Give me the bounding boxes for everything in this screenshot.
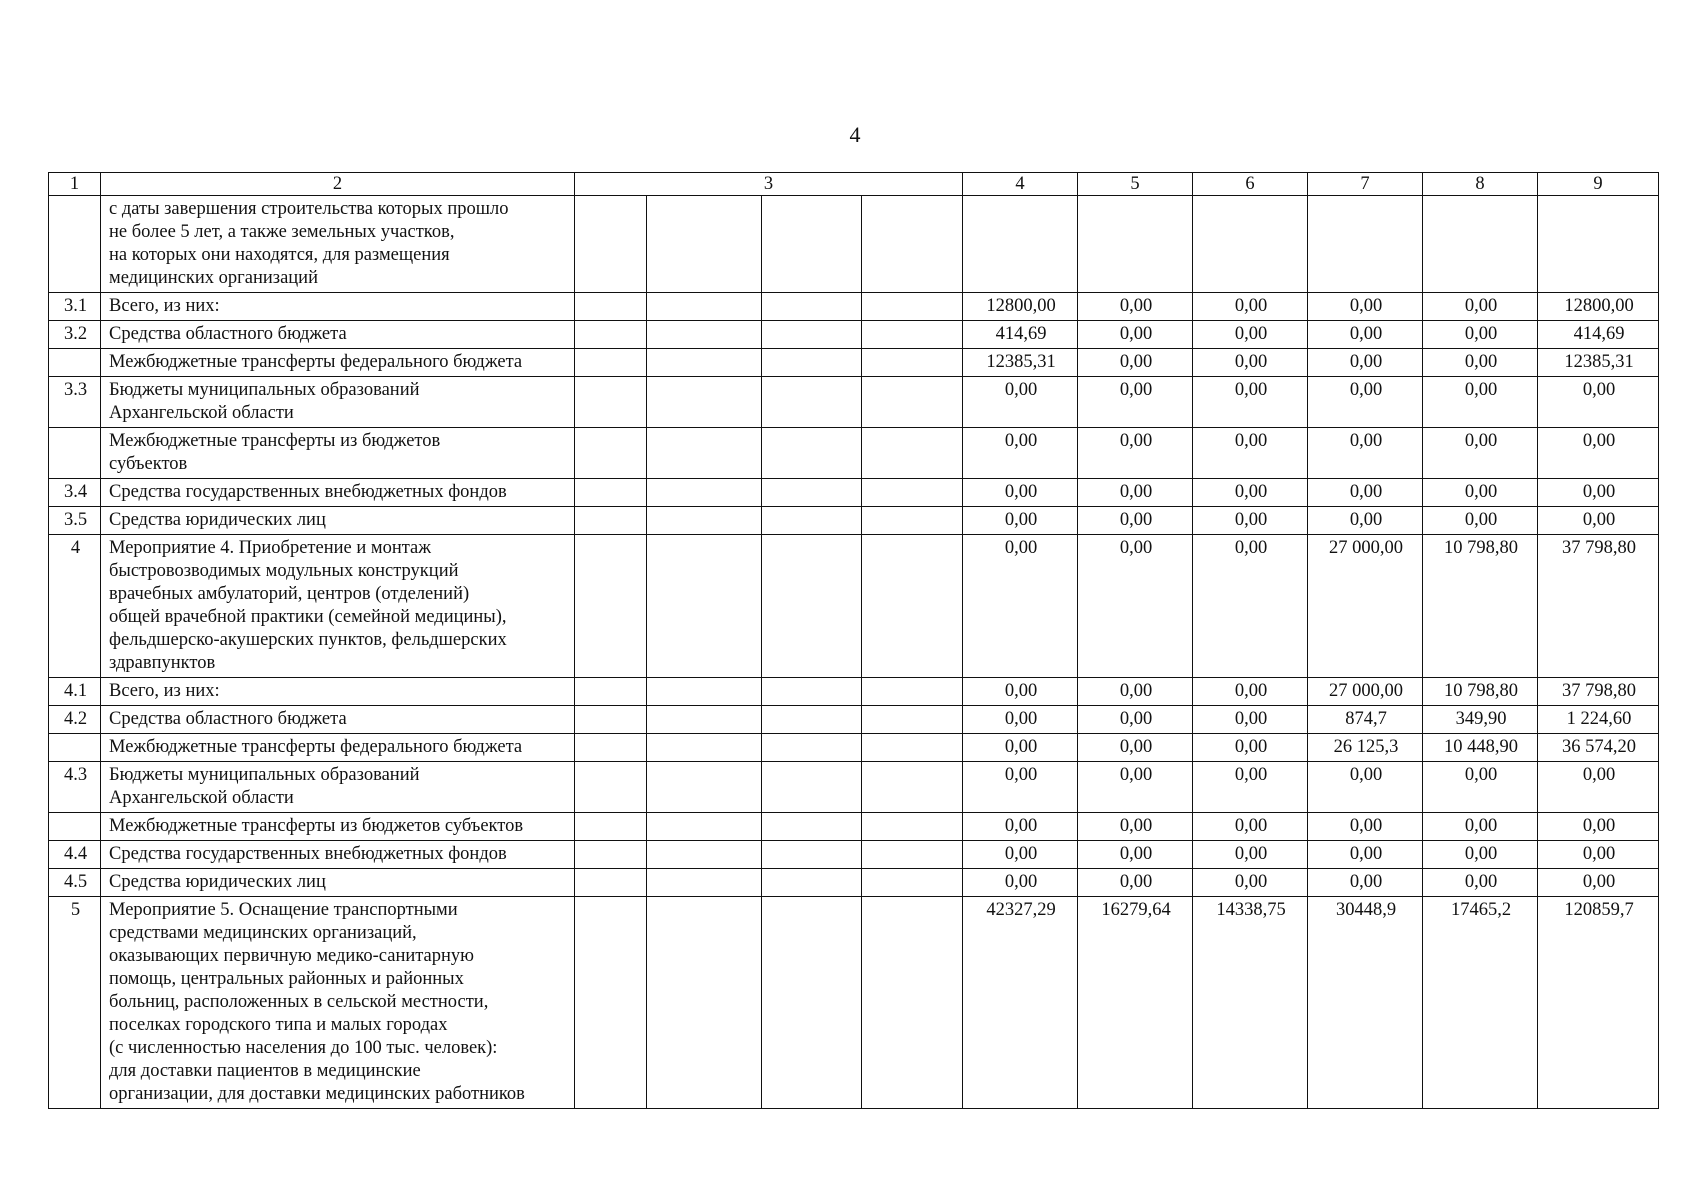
value-cell: 0,00 — [1193, 479, 1308, 507]
empty-cell — [762, 734, 862, 762]
empty-cell — [647, 869, 762, 897]
value-cell: 0,00 — [963, 734, 1078, 762]
row-number: 4.5 — [49, 869, 101, 897]
empty-cell — [647, 897, 762, 1109]
row-description: Всего, из них: — [101, 293, 575, 321]
value-cell: 0,00 — [1078, 841, 1193, 869]
value-cell: 0,00 — [1423, 507, 1538, 535]
value-cell: 0,00 — [1308, 321, 1423, 349]
column-header: 3 — [575, 173, 963, 196]
empty-cell — [862, 678, 963, 706]
empty-cell — [862, 507, 963, 535]
row-description: Межбюджетные трансферты федерального бюджета — [101, 734, 575, 762]
value-cell: 0,00 — [963, 428, 1078, 479]
value-cell: 0,00 — [1423, 479, 1538, 507]
empty-cell — [575, 428, 647, 479]
table-row — [49, 762, 1659, 813]
value-cell: 0,00 — [1423, 762, 1538, 813]
empty-cell — [862, 479, 963, 507]
empty-cell — [575, 869, 647, 897]
value-cell: 10 798,80 — [1423, 678, 1538, 706]
value-cell: 0,00 — [1538, 869, 1659, 897]
value-cell: 0,00 — [1538, 813, 1659, 841]
empty-cell — [575, 813, 647, 841]
value-cell: 42327,29 — [963, 897, 1078, 1109]
value-cell: 0,00 — [963, 762, 1078, 813]
empty-cell — [647, 479, 762, 507]
value-cell: 1 224,60 — [1538, 706, 1659, 734]
row-number — [49, 813, 101, 841]
value-cell: 37 798,80 — [1538, 535, 1659, 678]
empty-cell — [575, 321, 647, 349]
value-cell — [1078, 196, 1193, 293]
value-cell — [1423, 196, 1538, 293]
value-cell: 0,00 — [1193, 762, 1308, 813]
value-cell: 17465,2 — [1423, 897, 1538, 1109]
empty-cell — [575, 678, 647, 706]
empty-cell — [762, 293, 862, 321]
value-cell: 0,00 — [1423, 293, 1538, 321]
value-cell: 12385,31 — [1538, 349, 1659, 377]
column-header: 7 — [1308, 173, 1423, 196]
value-cell: 0,00 — [1308, 813, 1423, 841]
table-row — [49, 734, 1659, 762]
value-cell: 0,00 — [1308, 479, 1423, 507]
empty-cell — [862, 535, 963, 678]
empty-cell — [647, 428, 762, 479]
column-header: 9 — [1538, 173, 1659, 196]
value-cell: 16279,64 — [1078, 897, 1193, 1109]
empty-cell — [762, 706, 862, 734]
row-number: 3.3 — [49, 377, 101, 428]
value-cell: 0,00 — [1423, 841, 1538, 869]
value-cell — [963, 196, 1078, 293]
value-cell: 0,00 — [1193, 678, 1308, 706]
value-cell — [1193, 196, 1308, 293]
table-body — [49, 196, 1659, 1109]
value-cell — [1308, 196, 1423, 293]
value-cell: 0,00 — [1538, 507, 1659, 535]
column-header: 8 — [1423, 173, 1538, 196]
value-cell: 0,00 — [1193, 349, 1308, 377]
value-cell: 0,00 — [1078, 428, 1193, 479]
value-cell — [1538, 196, 1659, 293]
empty-cell — [647, 841, 762, 869]
empty-cell — [575, 897, 647, 1109]
row-number — [49, 196, 101, 293]
value-cell: 414,69 — [1538, 321, 1659, 349]
row-description: Бюджеты муниципальных образований Архангельской области — [101, 377, 575, 428]
empty-cell — [862, 897, 963, 1109]
value-cell: 0,00 — [1193, 813, 1308, 841]
row-description: Средства областного бюджета — [101, 321, 575, 349]
value-cell: 349,90 — [1423, 706, 1538, 734]
empty-cell — [647, 813, 762, 841]
empty-cell — [762, 869, 862, 897]
empty-cell — [647, 293, 762, 321]
value-cell: 0,00 — [963, 479, 1078, 507]
table-row — [49, 897, 1659, 1109]
empty-cell — [647, 321, 762, 349]
value-cell: 0,00 — [963, 706, 1078, 734]
table-row — [49, 479, 1659, 507]
column-header: 6 — [1193, 173, 1308, 196]
value-cell: 0,00 — [963, 535, 1078, 678]
value-cell: 0,00 — [1538, 479, 1659, 507]
value-cell: 0,00 — [1423, 321, 1538, 349]
empty-cell — [575, 535, 647, 678]
table-row — [49, 377, 1659, 428]
row-number: 4.4 — [49, 841, 101, 869]
value-cell: 0,00 — [1423, 813, 1538, 841]
value-cell: 37 798,80 — [1538, 678, 1659, 706]
row-number: 5 — [49, 897, 101, 1109]
table-row — [49, 535, 1659, 678]
value-cell: 0,00 — [963, 377, 1078, 428]
empty-cell — [862, 321, 963, 349]
empty-cell — [575, 762, 647, 813]
value-cell: 0,00 — [1193, 293, 1308, 321]
row-description: Средства областного бюджета — [101, 706, 575, 734]
table-row — [49, 869, 1659, 897]
value-cell: 0,00 — [1308, 507, 1423, 535]
value-cell: 27 000,00 — [1308, 535, 1423, 678]
value-cell: 0,00 — [1538, 428, 1659, 479]
row-description: Средства юридических лиц — [101, 869, 575, 897]
empty-cell — [762, 349, 862, 377]
value-cell: 0,00 — [1078, 678, 1193, 706]
empty-cell — [647, 762, 762, 813]
row-number: 4.3 — [49, 762, 101, 813]
empty-cell — [575, 507, 647, 535]
empty-cell — [862, 869, 963, 897]
value-cell: 0,00 — [1193, 428, 1308, 479]
column-header: 4 — [963, 173, 1078, 196]
value-cell: 0,00 — [1078, 349, 1193, 377]
table-row — [49, 321, 1659, 349]
row-number: 3.1 — [49, 293, 101, 321]
row-description: Межбюджетные трансферты из бюджетов субъектов — [101, 813, 575, 841]
table-row — [49, 293, 1659, 321]
row-description: Межбюджетные трансферты из бюджетов субъектов — [101, 428, 575, 479]
value-cell: 0,00 — [1193, 535, 1308, 678]
empty-cell — [575, 377, 647, 428]
empty-cell — [575, 349, 647, 377]
value-cell: 36 574,20 — [1538, 734, 1659, 762]
value-cell: 14338,75 — [1193, 897, 1308, 1109]
row-description: Средства государственных внебюджетных фондов — [101, 841, 575, 869]
empty-cell — [762, 897, 862, 1109]
table-row — [49, 507, 1659, 535]
value-cell: 0,00 — [1193, 321, 1308, 349]
empty-cell — [762, 377, 862, 428]
empty-cell — [862, 196, 963, 293]
table-row — [49, 678, 1659, 706]
value-cell: 120859,7 — [1538, 897, 1659, 1109]
empty-cell — [862, 706, 963, 734]
value-cell: 0,00 — [1308, 762, 1423, 813]
row-description: Средства государственных внебюджетных фондов — [101, 479, 575, 507]
row-number: 3.4 — [49, 479, 101, 507]
row-description: Средства юридических лиц — [101, 507, 575, 535]
empty-cell — [762, 535, 862, 678]
column-header: 2 — [101, 173, 575, 196]
empty-cell — [862, 841, 963, 869]
value-cell: 0,00 — [1193, 734, 1308, 762]
empty-cell — [862, 813, 963, 841]
value-cell: 0,00 — [1423, 377, 1538, 428]
value-cell: 0,00 — [1078, 706, 1193, 734]
row-description: Мероприятие 4. Приобретение и монтаж быстровозводимых модульных конструкций врачебных амбулаторий, центров (отделений) общей врачебной практики (семейной медицины), фельдшерско-акушерских пунктов, фельдшерских здравпунктов — [101, 535, 575, 678]
value-cell: 0,00 — [1078, 869, 1193, 897]
empty-cell — [575, 841, 647, 869]
table-row — [49, 349, 1659, 377]
value-cell: 0,00 — [1078, 762, 1193, 813]
value-cell: 0,00 — [1078, 535, 1193, 678]
value-cell: 0,00 — [1193, 841, 1308, 869]
row-number: 3.2 — [49, 321, 101, 349]
value-cell: 0,00 — [1538, 841, 1659, 869]
empty-cell — [575, 734, 647, 762]
value-cell: 10 448,90 — [1423, 734, 1538, 762]
value-cell: 0,00 — [1308, 841, 1423, 869]
empty-cell — [647, 734, 762, 762]
value-cell: 0,00 — [1193, 377, 1308, 428]
empty-cell — [862, 734, 963, 762]
empty-cell — [575, 706, 647, 734]
value-cell: 0,00 — [1078, 734, 1193, 762]
value-cell: 0,00 — [1538, 762, 1659, 813]
empty-cell — [647, 377, 762, 428]
empty-cell — [762, 196, 862, 293]
empty-cell — [862, 377, 963, 428]
column-header: 1 — [49, 173, 101, 196]
value-cell: 0,00 — [1423, 869, 1538, 897]
empty-cell — [575, 196, 647, 293]
value-cell: 874,7 — [1308, 706, 1423, 734]
value-cell: 30448,9 — [1308, 897, 1423, 1109]
empty-cell — [762, 479, 862, 507]
value-cell: 0,00 — [1308, 377, 1423, 428]
row-description: Бюджеты муниципальных образований Архангельской области — [101, 762, 575, 813]
empty-cell — [575, 293, 647, 321]
empty-cell — [762, 678, 862, 706]
empty-cell — [762, 321, 862, 349]
empty-cell — [575, 479, 647, 507]
table-row — [49, 706, 1659, 734]
row-description: Мероприятие 5. Оснащение транспортными средствами медицинских организаций, оказывающих первичную медико-санитарную помощь, центральных районных и районных больниц, расположенных в сельской местности, поселках городского типа и малых городах (с численностью населения до 100 тыс. человек): для доставки пациентов в медицинские организации, для доставки медицинских работников — [101, 897, 575, 1109]
empty-cell — [647, 678, 762, 706]
value-cell: 0,00 — [963, 841, 1078, 869]
value-cell: 0,00 — [1423, 428, 1538, 479]
value-cell: 0,00 — [1193, 706, 1308, 734]
value-cell: 0,00 — [1308, 869, 1423, 897]
column-header: 5 — [1078, 173, 1193, 196]
row-number: 4.2 — [49, 706, 101, 734]
row-number — [49, 428, 101, 479]
value-cell: 12800,00 — [963, 293, 1078, 321]
empty-cell — [647, 349, 762, 377]
empty-cell — [647, 535, 762, 678]
value-cell: 0,00 — [1423, 349, 1538, 377]
value-cell: 0,00 — [1308, 428, 1423, 479]
value-cell: 0,00 — [1193, 507, 1308, 535]
empty-cell — [762, 762, 862, 813]
value-cell: 26 125,3 — [1308, 734, 1423, 762]
value-cell: 12800,00 — [1538, 293, 1659, 321]
empty-cell — [862, 293, 963, 321]
table-row — [49, 428, 1659, 479]
row-number — [49, 349, 101, 377]
value-cell: 0,00 — [1538, 377, 1659, 428]
value-cell: 10 798,80 — [1423, 535, 1538, 678]
empty-cell — [762, 428, 862, 479]
value-cell: 0,00 — [963, 869, 1078, 897]
value-cell: 0,00 — [1308, 349, 1423, 377]
row-number: 4 — [49, 535, 101, 678]
value-cell: 0,00 — [1193, 869, 1308, 897]
value-cell: 0,00 — [963, 678, 1078, 706]
value-cell: 0,00 — [1078, 507, 1193, 535]
empty-cell — [862, 349, 963, 377]
empty-cell — [647, 507, 762, 535]
value-cell: 0,00 — [963, 813, 1078, 841]
table-row — [49, 813, 1659, 841]
value-cell: 12385,31 — [963, 349, 1078, 377]
empty-cell — [762, 507, 862, 535]
empty-cell — [647, 706, 762, 734]
empty-cell — [862, 762, 963, 813]
value-cell: 0,00 — [1078, 479, 1193, 507]
table-row — [49, 196, 1659, 293]
row-number: 3.5 — [49, 507, 101, 535]
value-cell: 0,00 — [1078, 321, 1193, 349]
value-cell: 0,00 — [963, 507, 1078, 535]
value-cell: 27 000,00 — [1308, 678, 1423, 706]
value-cell: 414,69 — [963, 321, 1078, 349]
row-description: Всего, из них: — [101, 678, 575, 706]
value-cell: 0,00 — [1078, 377, 1193, 428]
page-number: 4 — [849, 122, 861, 147]
row-description: с даты завершения строительства которых прошло не более 5 лет, а также земельных участков, на которых они находятся, для размещения медицинских организаций — [101, 196, 575, 293]
empty-cell — [762, 813, 862, 841]
empty-cell — [762, 841, 862, 869]
budget-table — [48, 172, 1659, 1109]
value-cell: 0,00 — [1078, 293, 1193, 321]
table-row — [49, 841, 1659, 869]
value-cell: 0,00 — [1078, 813, 1193, 841]
row-number — [49, 734, 101, 762]
value-cell: 0,00 — [1308, 293, 1423, 321]
row-number: 4.1 — [49, 678, 101, 706]
column-number-row — [49, 173, 1659, 196]
empty-cell — [862, 428, 963, 479]
empty-cell — [647, 196, 762, 293]
row-description: Межбюджетные трансферты федерального бюджета — [101, 349, 575, 377]
